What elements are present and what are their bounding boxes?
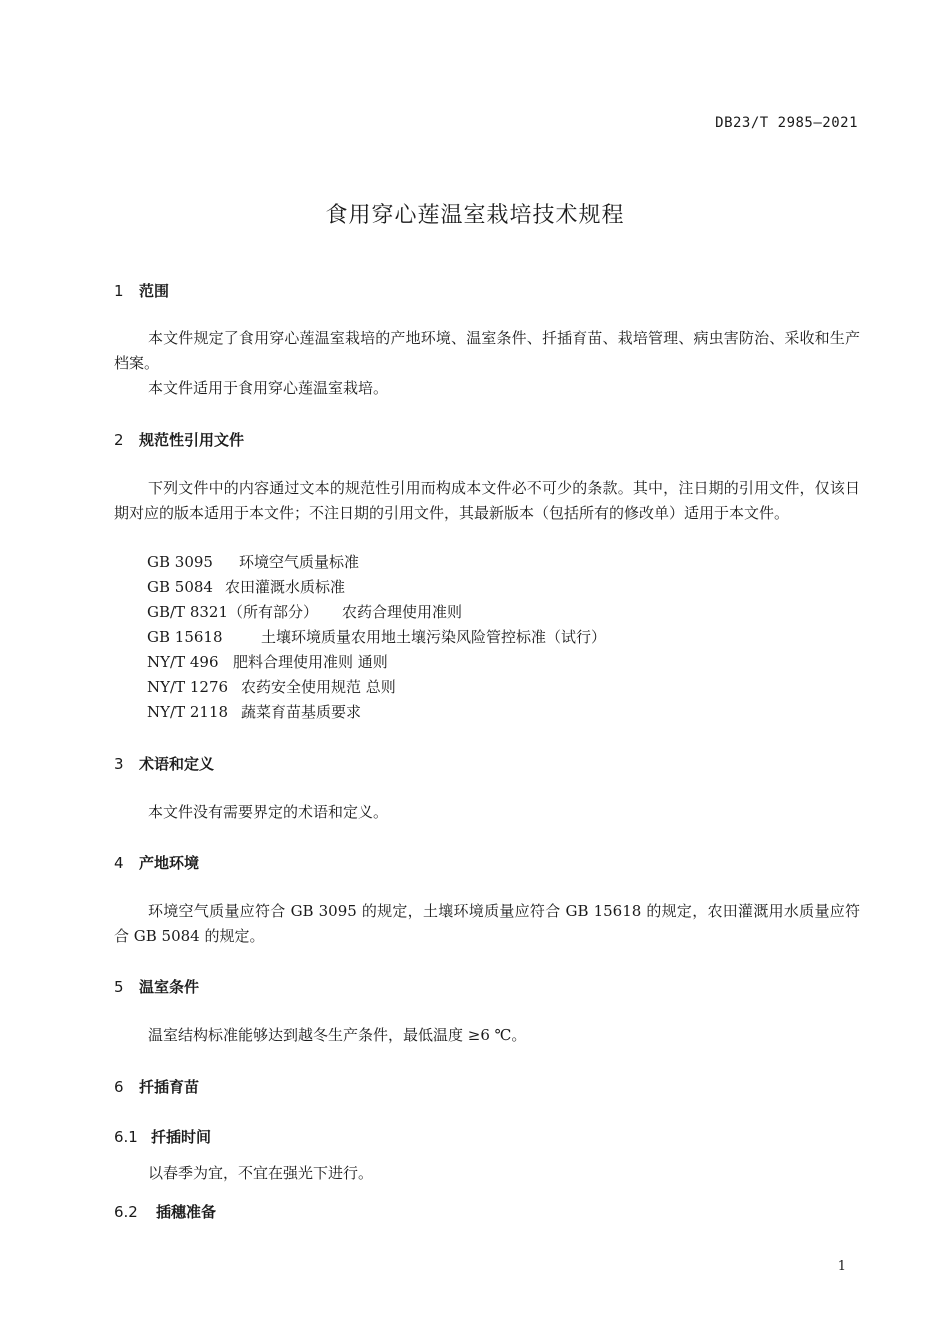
reference-name: 蔬菜育苗基质要求 xyxy=(241,703,362,721)
subsection-number: 6.1 xyxy=(114,1128,138,1146)
document-code: DB23/T 2985—2021 xyxy=(715,115,858,131)
section-title: 术语和定义 xyxy=(139,755,215,773)
subsection-6-1-heading xyxy=(114,1126,211,1147)
reference-item xyxy=(147,576,345,597)
section-number: 6 xyxy=(114,1078,124,1096)
section-1-paragraph-1: 本文件规定了食用穿心莲温室栽培的产地环境、温室条件、扦插育苗、栽培管理、病虫害防治、采收和生产档案。 xyxy=(114,329,860,372)
section-number: 4 xyxy=(114,854,124,872)
reference-name: 肥料合理使用准则 通则 xyxy=(233,653,388,671)
section-4-paragraph-1: 环境空气质量应符合 GB 3095 的规定，土壤环境质量应符合 GB 15618 的规定，农田灌溉用水质量应符合 GB 5084 的规定。 xyxy=(114,902,860,945)
section-title: 扦插育苗 xyxy=(139,1078,200,1096)
section-title: 范围 xyxy=(139,282,170,300)
reference-name: 环境空气质量标准 xyxy=(239,553,360,571)
subsection-6-2-heading xyxy=(114,1201,216,1222)
section-5-heading xyxy=(114,976,199,997)
reference-code: GB 15618 xyxy=(147,628,223,646)
section-6-heading xyxy=(114,1076,199,1097)
reference-name: 农药安全使用规范 总则 xyxy=(241,678,396,696)
reference-name: 农田灌溉水质标准 xyxy=(225,578,346,596)
subsection-title: 插穗准备 xyxy=(156,1203,217,1221)
reference-code: GB 3095 xyxy=(147,553,213,571)
reference-code: GB 5084 xyxy=(147,578,213,596)
reference-code: GB/T 8321（所有部分） xyxy=(147,603,319,621)
reference-name: 土壤环境质量农用地土壤污染风险管控标准（试行） xyxy=(261,628,607,646)
subsection-title: 扦插时间 xyxy=(151,1128,212,1146)
reference-item xyxy=(147,676,396,697)
section-2-paragraph-1: 下列文件中的内容通过文本的规范性引用而构成本文件必不可少的条款。其中，注日期的引用文件，仅该日期对应的版本适用于本文件；不注日期的引用文件，其最新版本（包括所有的修改单）适用于本文件。 xyxy=(114,479,860,522)
reference-code: NY/T 1276 xyxy=(147,678,229,696)
section-3-heading xyxy=(114,753,214,774)
reference-name: 农药合理使用准则 xyxy=(342,603,463,621)
subsection-number: 6.2 xyxy=(114,1203,138,1221)
reference-item xyxy=(147,551,359,572)
reference-code: NY/T 496 xyxy=(147,653,219,671)
section-2-heading xyxy=(114,429,244,450)
section-number: 1 xyxy=(114,282,124,300)
section-3-paragraph-1: 本文件没有需要界定的术语和定义。 xyxy=(148,803,389,821)
section-number: 2 xyxy=(114,431,124,449)
section-number: 5 xyxy=(114,978,124,996)
section-1-heading xyxy=(114,280,169,301)
subsection-6-1-paragraph-1: 以春季为宜，不宜在强光下进行。 xyxy=(148,1164,374,1182)
reference-item xyxy=(147,701,361,722)
reference-code: NY/T 2118 xyxy=(147,703,229,721)
page-number: 1 xyxy=(837,1259,846,1274)
section-4-heading xyxy=(114,852,199,873)
section-title: 温室条件 xyxy=(139,978,200,996)
reference-item xyxy=(147,626,606,647)
reference-item xyxy=(147,601,462,622)
reference-item xyxy=(147,651,388,672)
section-number: 3 xyxy=(114,755,124,773)
document-title: 食用穿心莲温室栽培技术规程 xyxy=(325,203,625,228)
section-5-paragraph-1: 温室结构标准能够达到越冬生产条件，最低温度 ≥6 ℃。 xyxy=(148,1026,527,1044)
section-title: 规范性引用文件 xyxy=(139,431,245,449)
section-1-paragraph-2: 本文件适用于食用穿心莲温室栽培。 xyxy=(148,379,389,397)
section-title: 产地环境 xyxy=(139,854,200,872)
